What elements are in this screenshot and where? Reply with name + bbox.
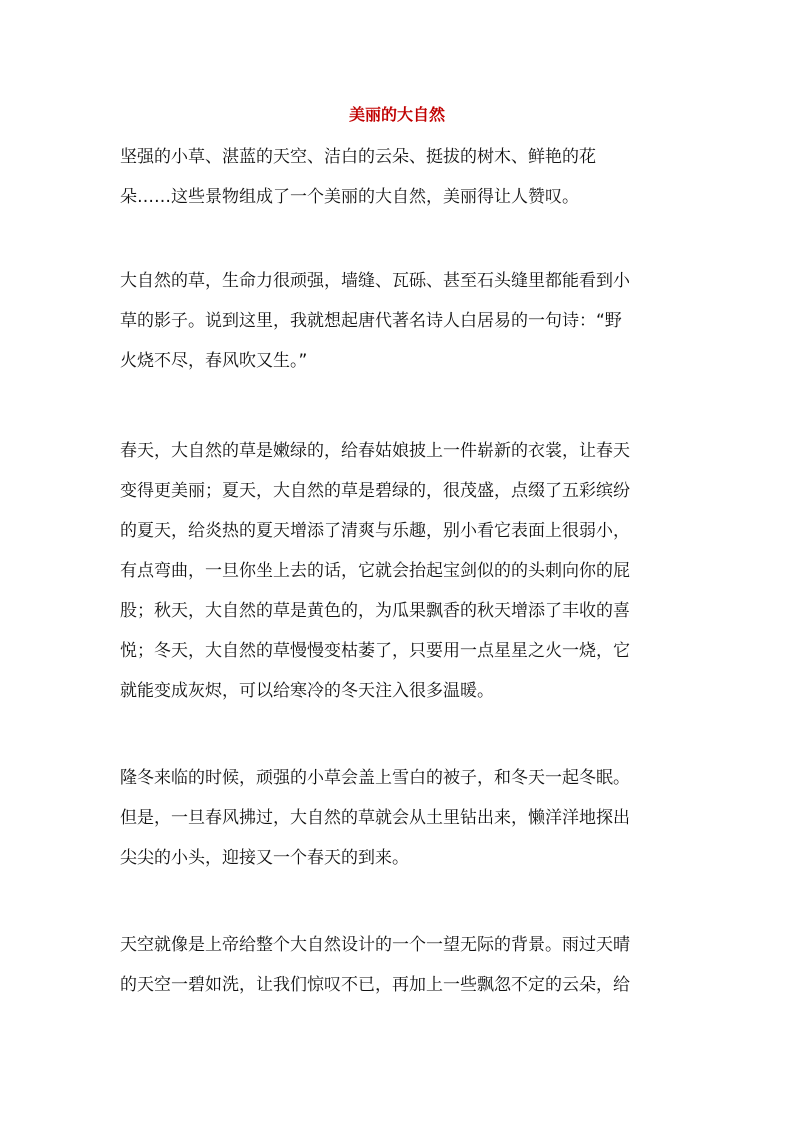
paragraph-3-line-6: 悦；冬天，大自然的草慢慢变枯萎了，只要用一点星星之火一烧，它 bbox=[120, 641, 630, 661]
paragraph-3-line-3: 的夏天，给炎热的夏天增添了清爽与乐趣，别小看它表面上很弱小， bbox=[120, 521, 630, 541]
paragraph-2-line-1: 大自然的草，生命力很顽强，墙缝、瓦砾、甚至石头缝里都能看到小 bbox=[120, 271, 630, 291]
paragraph-4-line-3: 尖尖的小头，迎接又一个春天的到来。 bbox=[120, 848, 409, 868]
paragraph-3-line-2: 变得更美丽；夏天，大自然的草是碧绿的，很茂盛，点缀了五彩缤纷 bbox=[120, 481, 630, 501]
paragraph-1-line-2: 朵……这些景物组成了一个美丽的大自然，美丽得让人赞叹。 bbox=[120, 187, 579, 207]
paragraph-5-line-2: 的天空一碧如洗，让我们惊叹不已，再加上一些飘忽不定的云朵，给 bbox=[120, 975, 630, 995]
paragraph-3-line-5: 股；秋天，大自然的草是黄色的，为瓜果飘香的秋天增添了丰收的喜 bbox=[120, 601, 630, 621]
paragraph-5-line-1: 天空就像是上帝给整个大自然设计的一个一望无际的背景。雨过天晴 bbox=[120, 935, 630, 955]
paragraph-2-line-3: 火烧不尽，春风吹又生。” bbox=[120, 351, 308, 371]
paragraph-4-line-2: 但是，一旦春风拂过，大自然的草就会从土里钻出来，懒洋洋地探出 bbox=[120, 808, 630, 828]
paragraph-3-line-7: 就能变成灰烬，可以给寒冷的冬天注入很多温暖。 bbox=[120, 681, 494, 701]
paragraph-4-line-1: 隆冬来临的时候，顽强的小草会盖上雪白的被子，和冬天一起冬眠。 bbox=[120, 768, 630, 788]
paragraph-3-line-4: 有点弯曲，一旦你坐上去的话，它就会抬起宝剑似的的头刺向你的屁 bbox=[120, 561, 630, 581]
paragraph-2-line-2: 草的影子。说到这里，我就想起唐代著名诗人白居易的一句诗：“野 bbox=[120, 311, 622, 331]
paragraph-1-line-1: 坚强的小草、湛蓝的天空、洁白的云朵、挺拔的树木、鲜艳的花 bbox=[120, 147, 596, 167]
document-title: 美丽的大自然 bbox=[348, 105, 445, 124]
paragraph-3-line-1: 春天，大自然的草是嫩绿的，给春姑娘披上一件崭新的衣裳，让春天 bbox=[120, 441, 630, 461]
